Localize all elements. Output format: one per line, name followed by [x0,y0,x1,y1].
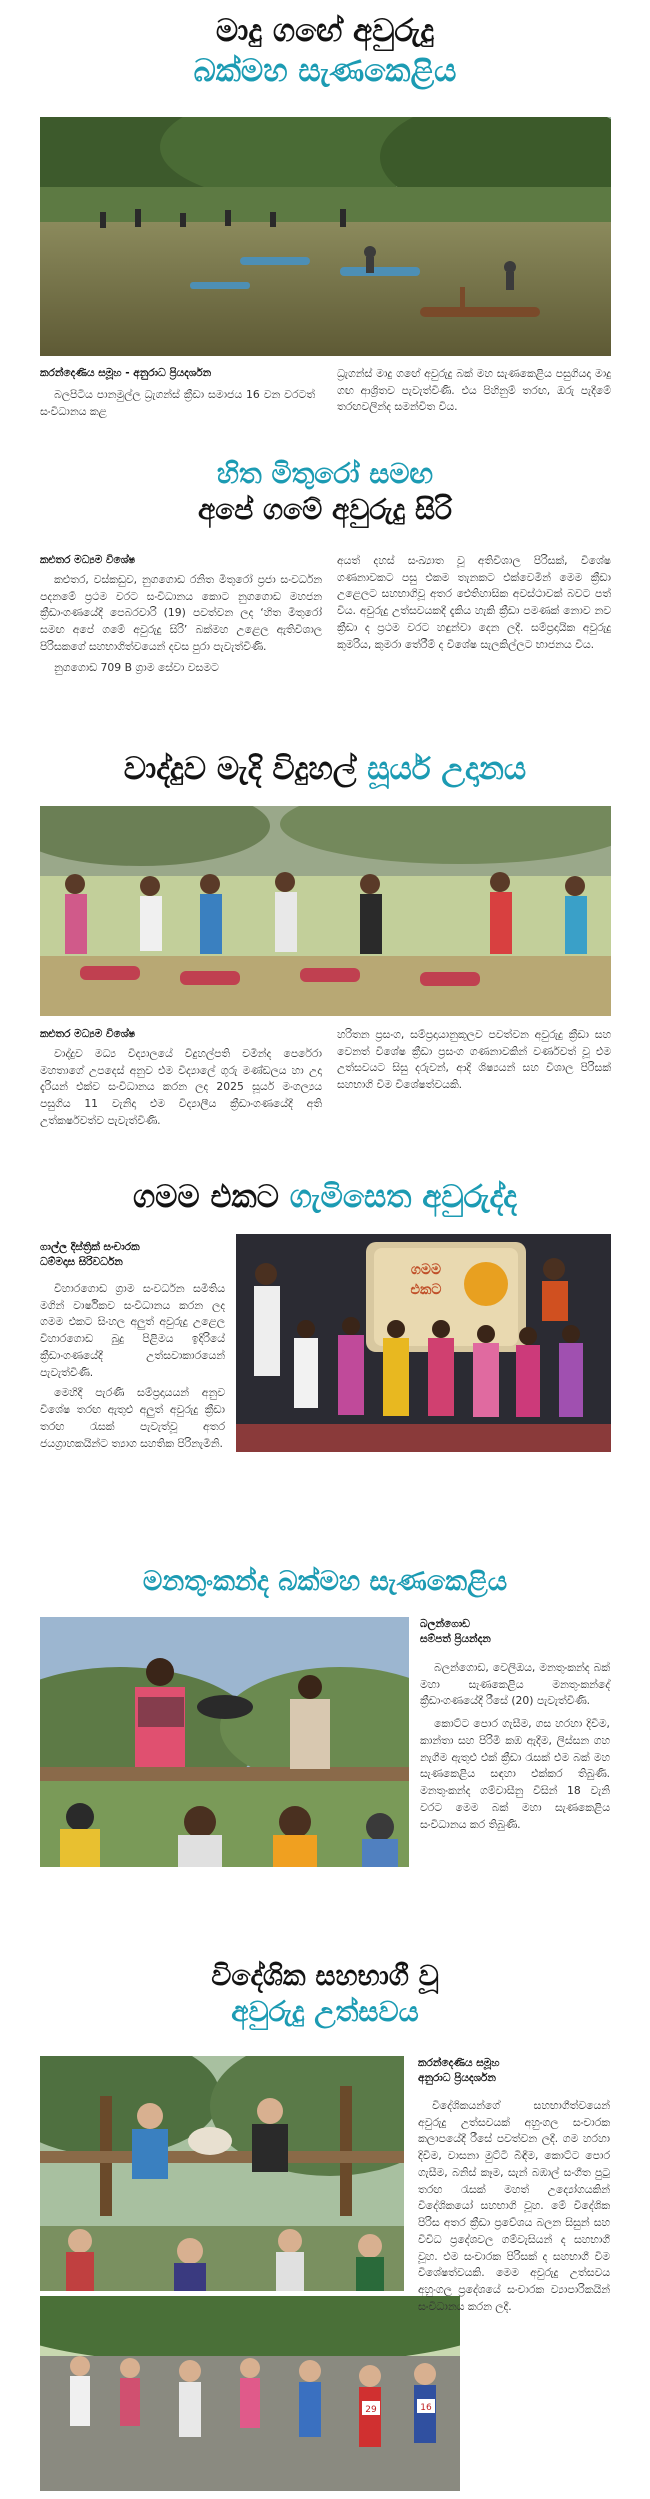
story4-headline-part1: ගමම එකට [132,1179,290,1215]
story5-byline [420,1617,610,1647]
story2-col2-text: අයත් දහස් සංඛ්‍යාත වූ අතිවිශාල පිරිසක්, විශේෂ ගණනාවකට පසු එකම තැනකට එක්වෙමින් මෙම ක්‍රීඩා උළෙලට සහභාගිවූ අතර ඓතිහාසික අවස්ථාවක් බවට පත් විය. අවුරුදු උත්සවයකදී දැකිය හැකි ක්‍රීඩා පමණක් නොව නව ක්‍රීඩා ද ප්‍රථම වරට හඳුන්වා දෙන ලදී. සම්ප්‍රදායික අවුරුදු කුමරිය, කුමරා තේරීම් ද විශේෂ සැලකිල්ලට භාජනය විය. [337,554,611,651]
story2-col1-p1: කළුතර, වස්කඩුව, නුගගොඩ රනිත මිතුරෝ ප්‍රජා සංවර්ධන පදනමේ ප්‍රථම වරට සංවිධානය කොට නුගගොඩ මහජන ක්‍රීඩාංගණයේදී පෙබරවාරි (19) පවත්වන ලද ‘හිත මිතුරෝ සමඟ අපේ ගමේ අවුරුදු සිරි’ බක්මහ උළෙල ඇතිවිශාල පිරිසකගේ සහභාගිත්වයෙන් දවස පුරා පැවැත්විණි. [40,573,322,653]
story5-byline-line2: සම්පත් ප්‍රියන්දන [420,1633,491,1646]
story6-byline-line1: කරන්දෙණිය සමූහ [418,2057,500,2069]
story6-byline-line2: අනුරාධ ප්‍රියදර්ශන [418,2072,496,2085]
story5-body-p2: කොට්ට පොර ගැසීම, ගස හරහා දිවීම, කාන්තා සහ පිරිමි කඹ ඇදීම, ලිස්සන ගහ නැගීම ඇතුළු එක් ක්‍රීඩා රැසක් එම බක් මහ සැණකෙළිය සඳහා එක්කර තිබුණි. මනතුංකන්ද ගම්වාසීනු විසින් 18 වැනි වරට මෙම බක් මහා සැණකෙළිය සංවිධානය කර තිබුණි. [420,1717,610,1831]
story4-sign-line1: ගමම [410,1262,442,1278]
story6-body-text: විදේශිකයන්ගේ සහභාගීත්වයෙන් අවුරුදු උත්සවයක් අහුංගල සංචාරක කලාපයේදී රීසේ පවත්වන ලදී. ගම හරහා දිවීම, වාසනා මුට්ටි බිඳීම, කොට්ට පොර ගැසීම, බනිස් කෑම, සැන් බඹාල් සංගීත පුටු තරඟ රැසක් මහත් උද්‍යෝගයකින් විදේශිකයෝ සහභාගි වූහ. මේ විදේශික පිරිස අතර ක්‍රීඩා ප්‍රවේශය බලන සිසුන් සහ විවිධ ප්‍රදේශවල ගම්වැසියන් ද සහභාගී වූහ. එම සංචාරක පිරිසක් ද සහභාගී වීම විශේෂත්වයකි. මෙම අවුරුදු උත්සවය අහුංගල ප්‍රදේශයේ සංචාරක ව්‍යාපාරිකයින් සංවිධානය කරන ලදී. [418,2099,610,2313]
story1-headline-line1: මාදු ගඟේ අවුරුදු [215,13,435,49]
story4-body [40,1281,225,1452]
story4-body-p1: විහාරගොඩ ග්‍රාම සංවර්ධන සමිතිය මගින් වාර්ෂිකව සංවිධානය කරන ලද ගමම එකට සිංහල අලුත් අවුරුදු උළෙල විහාරගොඩ බුදු පිළිමය ඉදිරියේ ක්‍රීඩාංගණයේදී උත්සවාකාරයෙන් පැවැත්විණි. [40,1282,225,1379]
story3-col2 [337,1027,611,1094]
story2-col1 [40,572,322,676]
story2-headline-line1: හිත මිතුරෝ සමඟ [216,457,434,490]
story4-byline-line1: ගාල්ල දිස්ත්‍රික් සංචාරක [40,1241,140,1253]
story2-col2 [337,553,611,653]
story3-photo [40,806,611,1016]
story2-col1-p2: නුගගොඩ 709 B ග්‍රාම සේවා වසමට [54,660,219,674]
story1-col1 [40,387,315,420]
story4-photo [236,1234,611,1452]
story6-byline [418,2056,610,2086]
story2-byline: කළුතර මධ්‍යම විශේෂ [40,554,136,566]
story6-headline [0,1960,650,2028]
story1-col2-text: ධ්‍රැගන්ස් මාදු ගඟේ අවුරුදු බක් මහ සැණකෙළිය පසුගියදා මාදු ගඟ ආශ්‍රිතව පැවැත්විණි. එය පිහිනුම් තරඟ, ඔරු පැදීමේ තරඟවලින්ද සමන්විත විය. [337,367,611,414]
story5-headline-text: මනතුංකන්ද බක්මහ සැණකෙළිය [142,1566,508,1597]
story1-col2 [337,366,611,416]
story1-photo [40,117,611,356]
story1-headline [0,14,650,89]
story5-body-p1: බලන්ගොඩ, වෙලිඔය, මනතුංකන්ද බක් මහා සැණකෙළිය මනතුංකන්දේ ක්‍රීඩාංගණයේදී රීසේ (20) පැවැත්විණි. [420,1661,610,1708]
story6-bib2: 16 [420,2403,432,2413]
story3-headline-part2: සූර්ය උදානය [367,751,527,787]
story3-col2-text: හරිතන ප්‍රසංග, සම්ප්‍රදායානුකූලව පවත්වන අවුරුදු ක්‍රීඩා සහ වෙනත් විශේෂ ක්‍රීඩා ප්‍රසංග ගණනාවකින් වර්ණවත් වූ එම උත්සවයට සිසු දරුවන්, ආදි ශිෂ්‍යයන් සහ විශාල පිරිසක් සහභාගි වීම විශේෂත්වයකි. [337,1028,611,1092]
story3-col1-text: වාද්දුව මධ්‍ය විද්‍යාලයේ විදුහල්පති චමින්ද පෙරේරා මහතාගේ උපදෙස් අනුව එම විද්‍යාලේ ගුරු මණ්ඩලය හා උදා දැරියන් එක්ව සංවිධානය කරන ලද 2025 සූර්ය මංගල්‍යය පසුගිය 11 වැනිදා එම විද්‍යාලීය ක්‍රීඩාංගණයේදී අති උත්කර්ෂවත්ව පැවැත්විණි. [40,1047,322,1127]
story3-headline-part1: වාද්දුව මැදි විදුහල් [123,751,368,787]
story6-photo-top [40,2056,404,2291]
story1-headline-line2: බක්මහ සැණකෙළිය [193,52,457,89]
story4-byline [40,1240,240,1270]
story5-photo [40,1617,409,1867]
story6-photo-bottom [40,2296,460,2491]
story3-col1 [40,1046,322,1130]
story6-headline-line2: අවුරුදු උත්සවය [231,1995,419,2029]
story5-body [420,1660,610,1833]
story3-byline: කළුතර මධ්‍යම විශේෂ [40,1028,136,1040]
story6-headline-line1: විදේශික සහභාගී වූ [211,1959,439,1992]
story4-byline-line2: ධම්මදාස සිරිවර්ධන [40,1256,123,1269]
story4-body-p2: මෙහිදී පැරණි සම්ප්‍රදායයන් අනුව විශේෂ තරඟ ඇතුළු අලුත් අවුරුදු ක්‍රීඩා තරඟ රැසක් පැවැත්වූ අතර ජයග්‍රාහකයින්ට ත්‍යාග සහතික පිරිනැමිනි. [40,1386,225,1450]
story4-sign-line2: එකට [410,1282,442,1298]
story2-headline-line2: අපේ ගමේ අවුරුදු සිරි [197,493,452,527]
story1-byline: කරන්දෙණිය සමූහ - අනුරාධ ප්‍රියදර්ශන [40,367,212,379]
story2-headline [0,458,650,526]
story4-headline-part2: ගැමිසෙත අවුරුද්ද [289,1179,518,1215]
story6-body [418,2098,610,2316]
story5-headline [0,1566,650,1597]
story6-bib1: 29 [365,2405,377,2415]
story3-headline [0,752,650,788]
story5-byline-line1: බලන්ගොඩ [420,1618,470,1630]
story4-headline [0,1180,650,1216]
story1-col1-text: බලපිටිය පානමුල්ල ධ්‍රැගන්ස් ක්‍රීඩා සමාජය 16 වන වරටත් සංවිධානය කළ [40,388,315,418]
